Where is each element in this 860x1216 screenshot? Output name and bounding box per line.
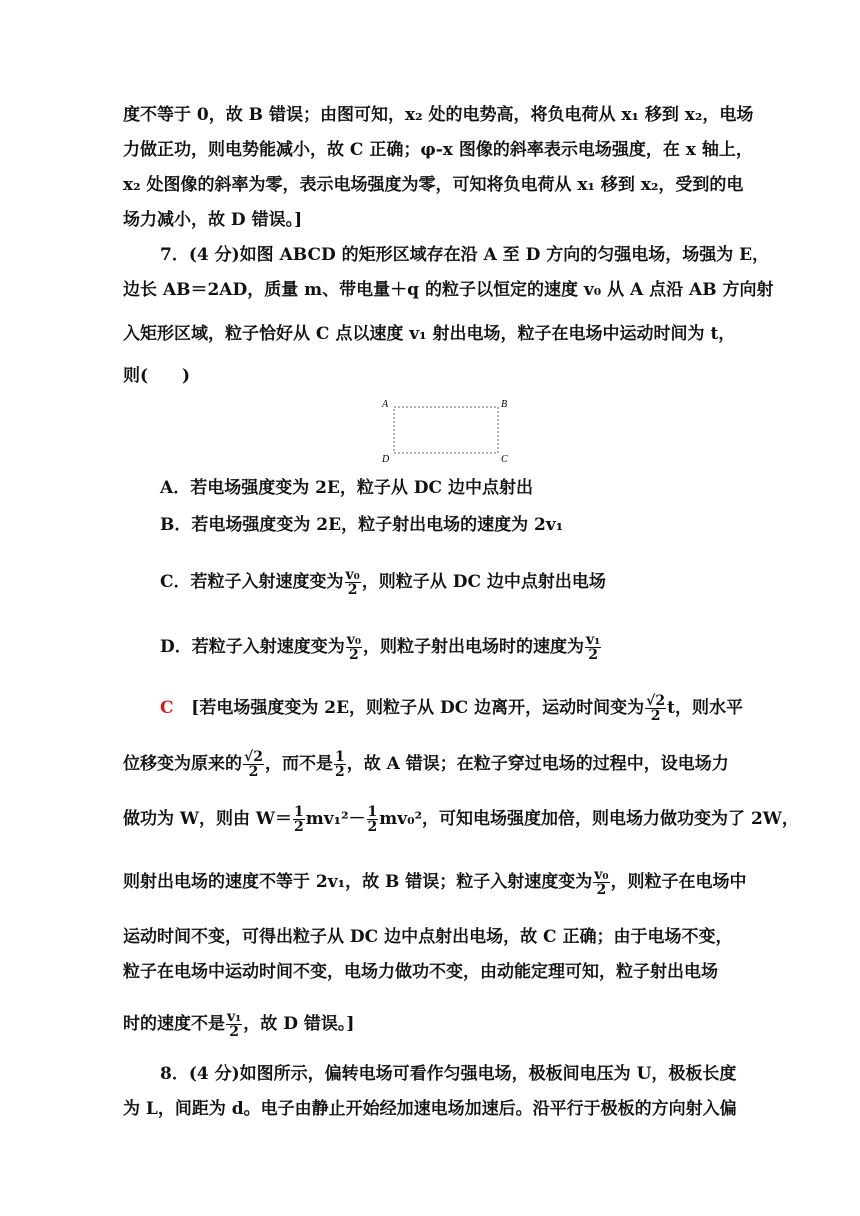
answer-letter: C — [160, 698, 174, 718]
fraction-v0-over-2: $\frac{\text{v₀}}{2}$ — [594, 867, 609, 898]
fraction-1-over-2: $\frac{1}{2}$ — [367, 804, 378, 835]
fraction-v1-over-2: $\frac{\text{v₁}}{2}$ — [227, 1009, 242, 1040]
answer-line-2: 位移变为原来的 $\frac{√2}{2}$ ，而不是 $\frac{1}{2}$ ，故 A 错误；在粒子穿过电场的过程中，设电场力 — [123, 749, 729, 780]
label-d: D — [382, 454, 390, 465]
fraction-1-over-2: $\frac{1}{2}$ — [334, 749, 345, 780]
answer-line-1: C [若电场强度变为 2E，则粒子从 DC 边离开，运动时间变为 $\frac{√2}{2}$ t，则水平 — [160, 693, 743, 724]
question-7-line-2: 边长 AB＝2AD，质量 m、带电量＋q 的粒子以恒定的速度 v₀ 从 A 点沿 AB 方向射 — [123, 280, 774, 300]
rectangle-diagram — [380, 395, 520, 465]
question-7-line-1: 7．(4 分)如图 ABCD 的矩形区域存在沿 A 至 D 方向的匀强电场，场强为 E， — [160, 245, 770, 265]
question-8-line-2: 为 L，间距为 d。电子由静止开始经加速电场加速后。沿平行于极板的方向射入偏 — [123, 1099, 737, 1119]
fraction-v0-over-2: $\frac{\text{v₀}}{2}$ — [345, 567, 360, 598]
fraction-sqrt2-over-2: $\frac{√2}{2}$ — [646, 693, 666, 724]
fraction-v0-over-2: $\frac{\text{v₀}}{2}$ — [346, 632, 362, 663]
label-c: C — [501, 454, 508, 465]
label-b: B — [501, 399, 508, 410]
answer-line-4: 则射出电场的速度不等于 2v₁，故 B 错误；粒子入射速度变为 $\frac{\text{v₀}}{2}$ ，则粒子在电场中 — [123, 867, 747, 898]
option-c: C．若粒子入射速度变为 $\frac{\text{v₀}}{2}$ ，则粒子从 DC 边中点射出电场 — [160, 567, 606, 598]
answer-line-3: 做功为 W，则由 W＝ $\frac{1}{2}$ mv₁²－ $\frac{1}{2}$ mv₀²，可知电场强度加倍，则电场力做功变为了 2W， — [123, 804, 799, 835]
fraction-sqrt2-over-2: $\frac{√2}{2}$ — [244, 749, 263, 780]
question-7-line-3: 入矩形区域，粒子恰好从 C 点以速度 v₁ 射出电场，粒子在电场中运动时间为 t， — [123, 324, 736, 344]
answer-line-6: 粒子在电场中运动时间不变，电场力做功不变，由动能定理可知，粒子射出电场 — [123, 962, 718, 982]
question-8-line-1: 8．(4 分)如图所示，偏转电场可看作匀强电场，极板间电压为 U，极板长度 — [160, 1064, 737, 1084]
fraction-v1-over-2: $\frac{\text{v₁}}{2}$ — [586, 632, 601, 663]
answer-line-5: 运动时间不变，可得出粒子从 DC 边中点射出电场，故 C 正确；由于电场不变， — [123, 927, 733, 947]
question-7-line-4: 则( ) — [123, 366, 191, 386]
line-4: 场力减小，故 D 错误。] — [123, 210, 303, 230]
option-a: A．若电场强度变为 2E，粒子从 DC 边中点射出 — [160, 478, 534, 498]
label-a: A — [382, 399, 389, 410]
line-1: 度不等于 0，故 B 错误；由图可知，x₂ 处的电势高，将负电荷从 x₁ 移到 x₂，电场 — [123, 105, 754, 125]
option-b: B．若电场强度变为 2E，粒子射出电场的速度为 2v₁ — [160, 515, 564, 535]
line-2: 力做正功，则电势能减小，故 C 正确；φ-x 图像的斜率表示电场强度，在 x 轴上， — [123, 140, 753, 160]
fraction-1-over-2: $\frac{1}{2}$ — [294, 804, 304, 835]
line-3: x₂ 处图像的斜率为零，表示电场强度为零，可知将负电荷从 x₁ 移到 x₂，受到的电 — [123, 175, 744, 195]
option-d: D．若粒子入射速度变为 $\frac{\text{v₀}}{2}$ ，则粒子射出电场时的速度为 $\frac{\text{v₁}}{2}$ — [160, 632, 601, 663]
answer-line-7: 时的速度不是 $\frac{\text{v₁}}{2}$ ，故 D 错误。] — [123, 1009, 355, 1040]
